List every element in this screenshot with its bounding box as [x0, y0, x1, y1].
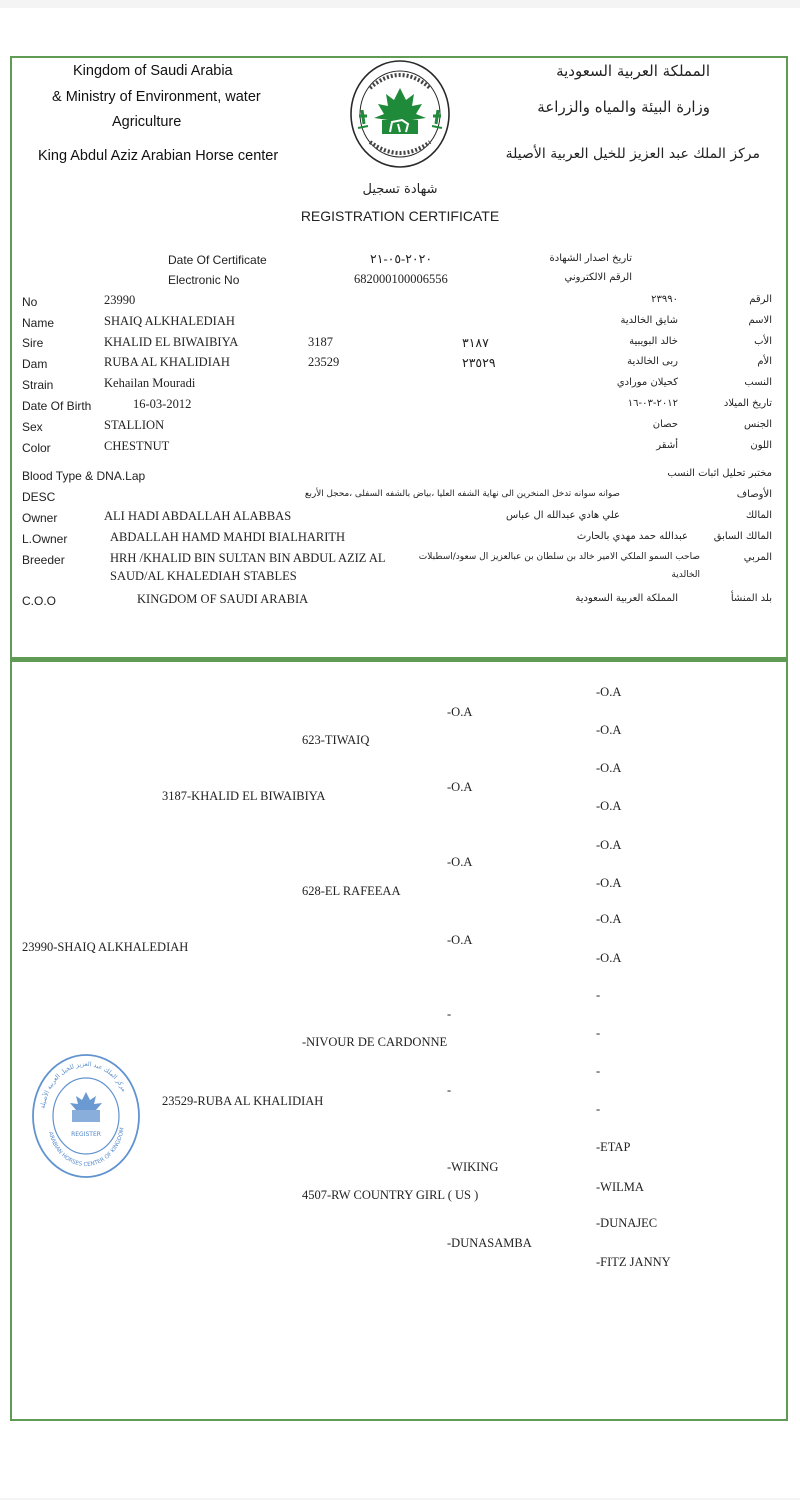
name-label-ar: الاسم [748, 315, 772, 326]
dam-value: RUBA AL KHALIDIAH [104, 355, 230, 369]
lowner-value: ABDALLAH HAMD MAHDI BIALHARITH [110, 530, 346, 544]
pedigree-gen4-item: -O.A [596, 951, 622, 965]
strain-value-ar: كحيلان مورادي [616, 377, 678, 388]
date-of-certificate-label: Date Of Certificate [168, 253, 267, 267]
pedigree-gen4-item: -O.A [596, 912, 622, 926]
header-country-en: Kingdom of Saudi Arabia [73, 63, 233, 79]
color-label: Color [22, 441, 51, 455]
header-country-ar: المملكة العربية السعودية [556, 62, 710, 80]
blood-type-label: Blood Type & DNA.Lap [22, 469, 146, 483]
header-ministry-en: & Ministry of Environment, water [52, 89, 261, 105]
name-label: Name [22, 316, 55, 330]
dam-value-ar: ربى الخالدية [627, 356, 678, 367]
name-value: SHAIQ ALKHALEDIAH [104, 314, 235, 328]
dob-label-ar: تاريخ الميلاد [723, 398, 772, 409]
pedigree-gen2-item: 4507-RW COUNTRY GIRL ( US ) [302, 1188, 479, 1202]
desc-label: DESC [22, 490, 56, 504]
pedigree-gen4-item: -O.A [596, 876, 622, 890]
breeder-value-ar-line2: الخالدية [671, 570, 700, 580]
pedigree-gen4-item: - [596, 988, 601, 1002]
pedigree-gen4-item: -DUNAJEC [596, 1216, 658, 1230]
pedigree-gen2-item: 628-EL RAFEEAA [302, 884, 401, 898]
sex-value-ar: حصان [652, 419, 678, 430]
certificate-title-ar: شهادة تسجيل [362, 182, 438, 197]
header-agriculture-en: Agriculture [112, 114, 182, 130]
sex-label-ar: الجنس [743, 419, 772, 430]
pedigree-gen4-item: -O.A [596, 838, 622, 852]
pedigree-gen3-item: -O.A [447, 780, 473, 794]
pedigree-gen4-item: -O.A [596, 761, 622, 775]
pedigree-gen4-item: -O.A [596, 685, 622, 699]
coo-label-ar: بلد المنشأ [730, 593, 772, 604]
dob-value-ar: ٢٠١٢-٠٣-١٦ [627, 398, 678, 409]
desc-value-ar: صوانه سوانه تدخل المنخرين الى نهاية الشفه العليا ،بياض بالشفه السفلى ،محجل الأربع [304, 489, 620, 499]
pedigree-gen4-item: -FITZ JANNY [596, 1255, 671, 1269]
no-value: 23990 [104, 293, 136, 307]
pedigree-gen4-item: -O.A [596, 799, 622, 813]
sire-label: Sire [22, 336, 44, 350]
pedigree-gen2-item: 623-TIWAIQ [302, 733, 370, 747]
no-label: No [22, 295, 38, 309]
lowner-value-ar: عبدالله حمد مهدي بالحارث [576, 531, 688, 542]
color-value: CHESTNUT [104, 439, 170, 453]
pedigree-gen4-item: -O.A [596, 723, 622, 737]
strain-label: Strain [22, 378, 54, 392]
header-center-en: King Abdul Aziz Arabian Horse center [38, 148, 279, 164]
header-center-ar: مركز الملك عبد العزيز للخيل العربية الأصيلة [505, 146, 760, 162]
owner-value: ALI HADI ABDALLAH ALABBAS [104, 509, 292, 523]
sire-label-ar: الأب [754, 336, 772, 347]
sex-value: STALLION [104, 418, 165, 432]
pedigree-sire: 3187-KHALID EL BIWAIBIYA [162, 789, 326, 803]
color-label-ar: اللون [750, 440, 772, 451]
breeder-value-ar-line1: صاحب السمو الملكي الامير خالد بن سلطان بن عبالعزيز ال سعود/اسطبلات [418, 552, 700, 562]
center-logo [348, 58, 452, 176]
pedigree-gen4-item: -WILMA [596, 1180, 644, 1194]
sex-label: Sex [22, 420, 43, 434]
breeder-label-ar: المربي [743, 552, 772, 563]
no-label-ar: الرقم [749, 294, 772, 305]
coo-value-ar: المملكة العربية السعودية [575, 593, 678, 604]
sire-value: KHALID EL BIWAIBIYA [104, 335, 239, 349]
pedigree-gen3-item: -O.A [447, 855, 473, 869]
registration-stamp [30, 1052, 142, 1180]
pedigree-gen3-item: -DUNASAMBA [447, 1236, 532, 1250]
lowner-label-ar: المالك السابق [713, 531, 772, 542]
stamp-center-text: REGISTER [71, 1131, 101, 1138]
pedigree-horse: 23990-SHAIQ ALKHALEDIAH [22, 940, 189, 954]
sire-number: 3187 [308, 335, 333, 349]
dob-label: Date Of Birth [22, 399, 92, 413]
dam-number: 23529 [308, 355, 340, 369]
stamp-ring-text-en: ARABIAN HORSES CENTER OF KINGDOM [47, 1127, 126, 1169]
pedigree-gen3-item: -O.A [447, 705, 473, 719]
name-value-ar: شايق الخالدية [620, 315, 678, 326]
pedigree-gen3-item: -WIKING [447, 1160, 499, 1174]
coo-value: KINGDOM OF SAUDI ARABIA [137, 592, 309, 606]
sire-number-ar: ٣١٨٧ [462, 336, 489, 350]
owner-value-ar: علي هادي عبدالله ال عباس [506, 510, 620, 521]
strain-label-ar: النسب [744, 377, 772, 388]
date-of-certificate-label-ar: تاريخ اصدار الشهادة [549, 253, 632, 264]
date-of-certificate-value: ٢٠٢٠-٠٥-٢١ [370, 252, 433, 266]
pedigree-gen4-item: -ETAP [596, 1140, 631, 1154]
breeder-label: Breeder [22, 553, 65, 567]
coo-label: C.O.O [22, 594, 57, 608]
pedigree-gen4-item: - [596, 1064, 601, 1078]
owner-label-ar: المالك [745, 510, 772, 521]
dam-number-ar: ٢٣٥٢٩ [462, 356, 496, 370]
pedigree-dam: 23529-RUBA AL KHALIDIAH [162, 1094, 324, 1108]
dob-value: 16-03-2012 [133, 397, 192, 411]
color-value-ar: أشقر [656, 440, 678, 451]
blood-type-label-ar: مختبر تحليل اثبات النسب [667, 468, 772, 479]
desc-label-ar: الأوصاف [736, 489, 772, 500]
certificate-sheet [0, 8, 800, 1498]
pedigree-gen3-item: - [447, 1083, 452, 1097]
pedigree-gen4-item: - [596, 1102, 601, 1116]
dam-label: Dam [22, 357, 48, 371]
pedigree-gen2-item: -NIVOUR DE CARDONNE [302, 1035, 448, 1049]
lowner-label: L.Owner [22, 532, 68, 546]
certificate-title: REGISTRATION CERTIFICATE [300, 208, 500, 224]
header-ministry-ar: وزارة البيئة والمياه والزراعة [537, 98, 710, 116]
pedigree-gen3-item: -O.A [447, 933, 473, 947]
pedigree-gen3-item: - [447, 1007, 452, 1021]
pedigree-gen4-item: - [596, 1026, 601, 1040]
strain-value: Kehailan Mouradi [104, 376, 196, 390]
electronic-no-value: 682000100006556 [354, 272, 448, 286]
sire-value-ar: خالد البويبية [629, 336, 678, 347]
breeder-value-line1: HRH /KHALID BIN SULTAN BIN ABDUL AZIZ AL [110, 551, 386, 565]
no-value-ar: ٢٣٩٩٠ [651, 294, 678, 305]
electronic-no-label: Electronic No [168, 273, 240, 287]
stamp-ring-text-ar: مركز الملك عبد العزيز للخيل العربية الأصيلة [39, 1060, 128, 1110]
electronic-no-label-ar: الرقم الالكتروني [564, 272, 632, 283]
breeder-value-line2: SAUD/AL KHALEDIAH STABLES [110, 569, 297, 583]
owner-label: Owner [22, 511, 58, 525]
dam-label-ar: الأم [757, 356, 772, 367]
